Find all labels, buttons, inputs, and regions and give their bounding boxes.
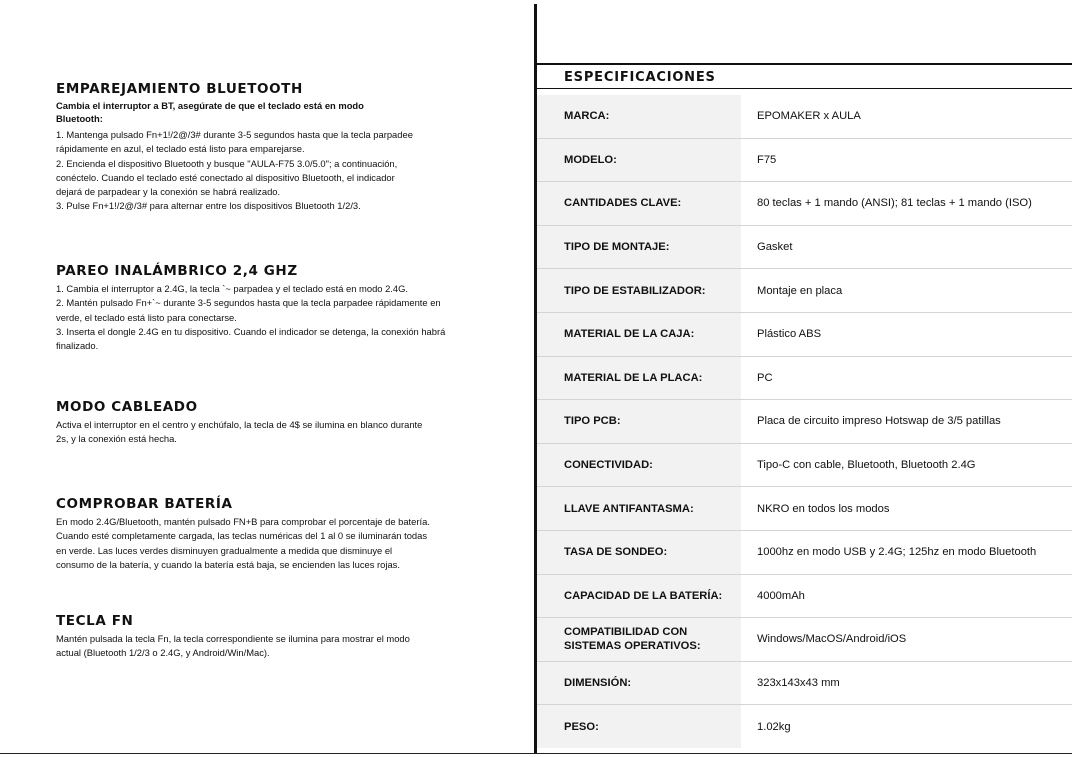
section-body: En modo 2.4G/Bluetooth, mantén pulsado FN+B para comprobar el porcentaje de batería. Cuando esté completamente cargada, las teclas numéricas del 1 al 0 se iluminarán todas en verde. Las luces verdes disminuyen gradualmente a medida que disminuye el consumo de la batería, y cuando la batería está baja, se encienden las luces rojas. xyxy=(56,516,430,570)
section-body: Activa el interruptor en el centro y enchúfalo, la tecla de 4$ se ilumina en blanco durante 2s, y la conexión está hecha. xyxy=(56,419,423,445)
specs-title-rule xyxy=(537,88,1072,89)
section-title: EMPAREJAMIENTO BLUETOOTH xyxy=(56,81,303,97)
spec-key: TASA DE SONDEO: xyxy=(537,531,741,574)
section-body: 1. Cambia el interruptor a 2.4G, la tecla `~ parpadea y el teclado está en modo 2.4G. 2. Mantén pulsado Fn+`~ durante 3-5 segundos hasta que la tecla parpadee rápidamente en verde, el teclado está listo para conectarse. 3. Inserta el dongle 2.4G en tu dispositivo. Cuando el indicador se detenga, la conexión habrá finalizado. xyxy=(56,283,446,352)
spec-key: MARCA: xyxy=(537,95,741,138)
spec-value: Windows/MacOS/Android/iOS xyxy=(757,633,907,646)
spec-value: 1.02kg xyxy=(757,720,791,733)
spec-key: COMPATIBILIDAD CON SISTEMAS OPERATIVOS: xyxy=(537,618,741,661)
spec-key: TIPO DE ESTABILIZADOR: xyxy=(537,269,741,312)
spec-value: 323x143x43 mm xyxy=(757,677,840,690)
specs-table xyxy=(537,95,1072,748)
section-title: COMPROBAR BATERÍA xyxy=(56,496,233,512)
spec-key: CAPACIDAD DE LA BATERÍA: xyxy=(537,575,741,618)
spec-value: PC xyxy=(757,371,773,384)
spec-key: TIPO PCB: xyxy=(537,400,741,443)
section-battery-check xyxy=(56,496,516,572)
spec-row xyxy=(537,705,1072,748)
spec-row xyxy=(537,182,1072,226)
spec-row xyxy=(537,95,1072,139)
section-wired-mode xyxy=(56,399,516,447)
bottom-rule xyxy=(0,753,1072,754)
spec-value: EPOMAKER x AULA xyxy=(757,110,861,123)
spec-row xyxy=(537,139,1072,183)
section-fn-key xyxy=(56,613,516,661)
spec-row xyxy=(537,531,1072,575)
spec-value: F75 xyxy=(757,153,777,166)
spec-row xyxy=(537,618,1072,662)
section-title: MODO CABLEADO xyxy=(56,399,198,415)
spec-value: Gasket xyxy=(757,241,793,254)
section-wireless-pairing xyxy=(56,263,516,353)
spec-row xyxy=(537,269,1072,313)
spec-row xyxy=(537,487,1072,531)
section-subtitle: Cambia el interruptor a BT, asegúrate de que el teclado está en modo Bluetooth: xyxy=(56,100,364,124)
specs-top-rule xyxy=(537,63,1072,65)
spec-key: MODELO: xyxy=(537,139,741,182)
spec-key: LLAVE ANTIFANTASMA: xyxy=(537,487,741,530)
section-title: TECLA FN xyxy=(56,613,134,629)
spec-row xyxy=(537,575,1072,619)
spec-key: PESO: xyxy=(537,705,741,748)
spec-row xyxy=(537,226,1072,270)
spec-key: DIMENSIÓN: xyxy=(537,662,741,705)
spec-key: TIPO DE MONTAJE: xyxy=(537,226,741,269)
spec-row xyxy=(537,400,1072,444)
spec-key: MATERIAL DE LA CAJA: xyxy=(537,313,741,356)
spec-value: Placa de circuito impreso Hotswap de 3/5 patillas xyxy=(757,415,1001,428)
spec-row xyxy=(537,357,1072,401)
spec-value: Montaje en placa xyxy=(757,284,843,297)
spec-value: Plástico ABS xyxy=(757,328,822,341)
spec-value: 1000hz en modo USB y 2.4G; 125hz en modo Bluetooth xyxy=(757,546,1037,559)
section-bluetooth-pairing xyxy=(56,81,516,214)
spec-row xyxy=(537,444,1072,488)
spec-key: MATERIAL DE LA PLACA: xyxy=(537,357,741,400)
spec-value: NKRO en todos los modos xyxy=(757,502,890,515)
spec-row xyxy=(537,313,1072,357)
spec-key: CONECTIVIDAD: xyxy=(537,444,741,487)
section-body: 1. Mantenga pulsado Fn+1!/2@/3# durante 3-5 segundos hasta que la tecla parpadee rápidamente en azul, el teclado está listo para emparejarse. 2. Encienda el dispositivo Bluetooth y busque "AULA-F75 3.0/5.0"; a continuación, conéctelo. Cuando el teclado esté conectado al dispositivo Bluetooth, el indicador dejará de parpadear y la conexión se habrá realizado. 3. Pulse Fn+1!/2@/3# para alternar entre los dispositivos Bluetooth 1/2/3. xyxy=(56,129,413,212)
specs-title: ESPECIFICACIONES xyxy=(564,70,716,85)
section-body: Mantén pulsada la tecla Fn, la tecla correspondiente se ilumina para mostrar el modo actual (Bluetooth 1/2/3 o 2.4G, y Android/Win/Mac). xyxy=(56,633,410,659)
spec-row xyxy=(537,662,1072,706)
spec-value: 80 teclas + 1 mando (ANSI); 81 teclas + 1 mando (ISO) xyxy=(757,197,1032,210)
section-title: PAREO INALÁMBRICO 2,4 GHZ xyxy=(56,263,298,279)
spec-key: CANTIDADES CLAVE: xyxy=(537,182,741,225)
spec-value: 4000mAh xyxy=(757,589,805,602)
spec-value: Tipo-C con cable, Bluetooth, Bluetooth 2.4G xyxy=(757,459,976,472)
